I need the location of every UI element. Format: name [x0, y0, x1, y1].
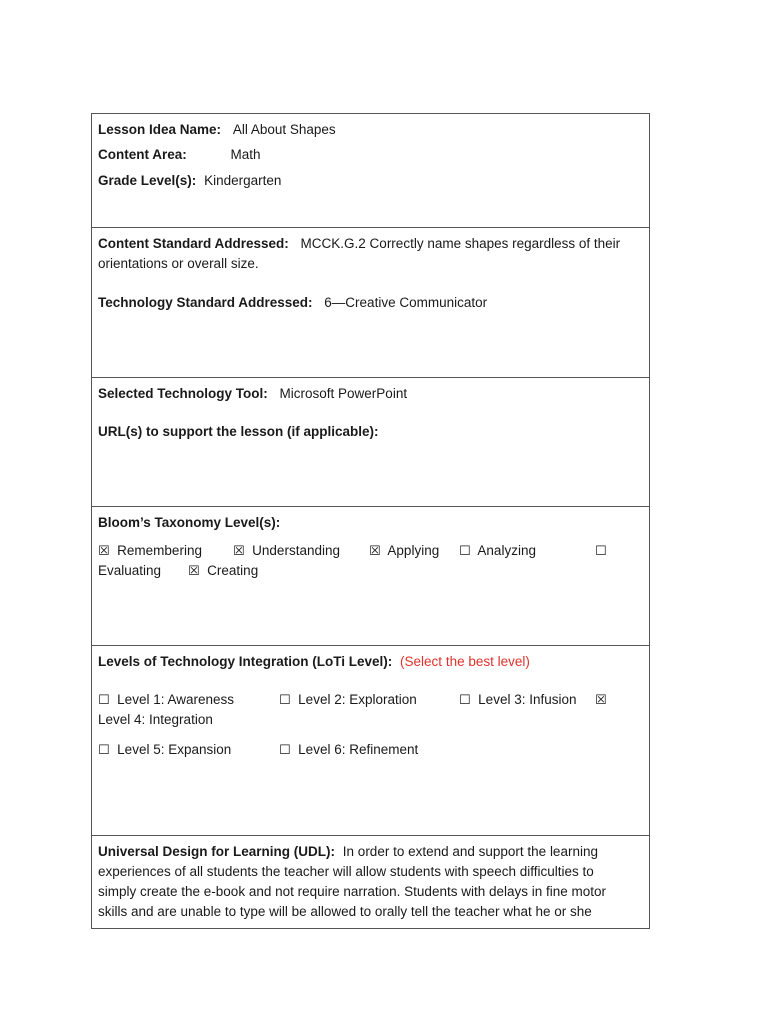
udl-section [92, 836, 649, 929]
blooms-option-applying[interactable] [369, 541, 439, 561]
empty-box-icon: ☐ [279, 692, 291, 707]
blooms-option-understanding[interactable] [233, 541, 340, 561]
content-standard-value-cont: orientations or overall size. [98, 256, 259, 271]
loti-option-level-4-label: Level 4: Integration [98, 712, 213, 727]
standards-section [92, 228, 649, 378]
blooms-option-label: Analyzing [477, 543, 536, 558]
empty-box-icon: ☐ [98, 692, 110, 707]
tech-tool-label: Selected Technology Tool: [98, 386, 268, 401]
blooms-option-remembering[interactable] [98, 541, 202, 561]
grade-level-label: Grade Level(s): [98, 173, 197, 188]
empty-box-icon: ☐ [459, 692, 471, 707]
blooms-option-label: Creating [207, 563, 259, 578]
loti-label: Levels of Technology Integration (LoTi Level): [98, 654, 393, 669]
loti-option-label: Level 6: Refinement [298, 742, 419, 757]
technology-tool-section [92, 378, 649, 507]
content-standard-row [98, 234, 620, 254]
lesson-name-row [98, 120, 336, 140]
loti-hint: (Select the best level) [400, 654, 530, 669]
udl-text-line-2: experiences of all students the teacher will allow students with speech difficulties to [98, 864, 594, 879]
tech-standard-value: 6—Creative Communicator [324, 295, 488, 310]
blooms-section [92, 507, 649, 646]
lesson-name-label: Lesson Idea Name: [98, 122, 222, 137]
content-area-row [98, 145, 261, 165]
empty-box-icon: ☐ [459, 543, 471, 558]
udl-label: Universal Design for Learning (UDL): [98, 844, 336, 859]
tech-tool-row [98, 384, 407, 404]
loti-option-label: Level 2: Exploration [298, 692, 417, 707]
udl-text-line-4: skills and are unable to type will be allowed to orally tell the teacher what he or she [98, 904, 592, 919]
checked-box-icon: ☒ [369, 543, 381, 558]
blooms-label: Bloom’s Taxonomy Level(s): [98, 515, 281, 530]
empty-box-icon: ☐ [279, 742, 291, 757]
udl-header-row [98, 842, 598, 862]
checked-box-icon: ☒ [98, 543, 110, 558]
url-label: URL(s) to support the lesson (if applicable): [98, 424, 379, 439]
lesson-info-section [92, 114, 649, 228]
tech-standard-row [98, 293, 487, 313]
loti-option-level-5[interactable] [98, 740, 231, 760]
udl-text-line-1: In order to extend and support the learning [342, 844, 598, 859]
tech-tool-value: Microsoft PowerPoint [279, 386, 408, 401]
loti-option-label: Level 1: Awareness [117, 692, 234, 707]
lesson-name-value: All About Shapes [232, 122, 336, 137]
blooms-option-evaluating-label: Evaluating [98, 563, 162, 578]
tech-standard-label: Technology Standard Addressed: [98, 295, 313, 310]
loti-header-row [98, 652, 530, 672]
content-standard-label: Content Standard Addressed: [98, 236, 289, 251]
content-area-label: Content Area: [98, 147, 187, 162]
blooms-option-label: Remembering [117, 543, 202, 558]
empty-box-icon: ☐ [595, 543, 607, 558]
udl-text-line-3: simply create the e-book and not require narration. Students with delays in fine motor [98, 884, 607, 899]
lesson-plan-form [91, 113, 650, 929]
checked-box-icon: ☒ [188, 563, 200, 578]
loti-option-level-6[interactable] [279, 740, 418, 760]
grade-level-value: Kindergarten [204, 173, 282, 188]
content-area-value: Math [230, 147, 261, 162]
loti-option-level-1[interactable] [98, 690, 234, 710]
checked-box-icon: ☒ [233, 543, 245, 558]
loti-option-label: Level 5: Expansion [117, 742, 232, 757]
loti-option-label: Level 3: Infusion [478, 692, 577, 707]
checked-box-icon: ☒ [595, 692, 607, 707]
content-standard-value: MCCK.G.2 Correctly name shapes regardless of their [300, 236, 621, 251]
blooms-option-analyzing[interactable] [459, 541, 536, 561]
blooms-option-label: Understanding [252, 543, 340, 558]
loti-option-level-3[interactable] [459, 690, 577, 710]
loti-section [92, 646, 649, 836]
loti-option-level-2[interactable] [279, 690, 417, 710]
blooms-option-creating[interactable] [188, 561, 258, 581]
blooms-option-label: Applying [387, 543, 440, 558]
grade-level-row [98, 171, 281, 191]
empty-box-icon: ☐ [98, 742, 110, 757]
blooms-option-evaluating-box[interactable] [595, 541, 607, 561]
loti-option-level-4-box[interactable] [595, 690, 607, 710]
